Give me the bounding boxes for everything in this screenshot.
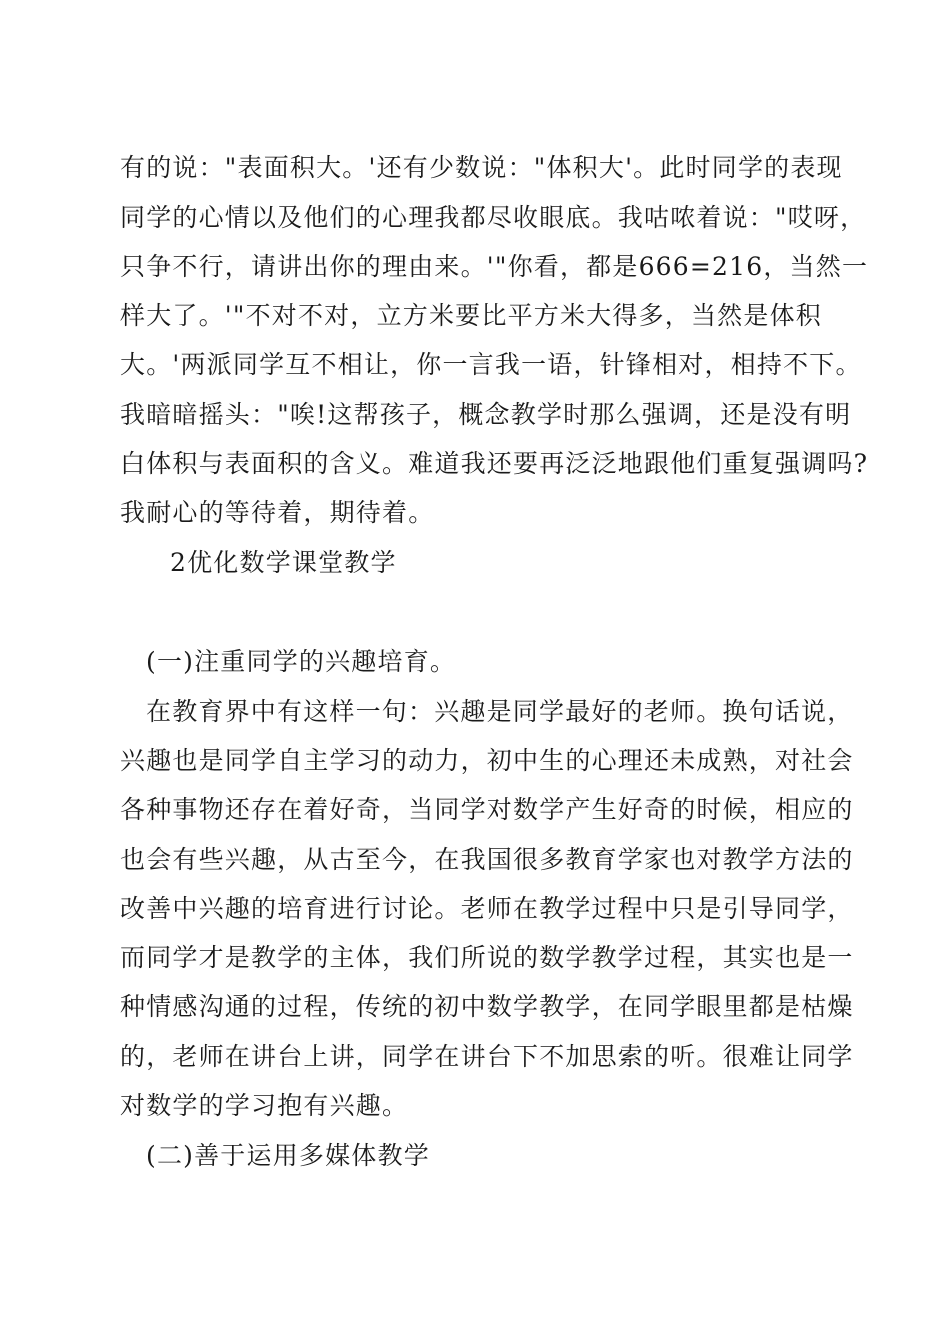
paragraph-line: 同学的心情以及他们的心理我都尽收眼底。我咕哝着说："哎呀， <box>120 203 867 232</box>
paragraph-line: 大。'两派同学互不相让，你一言我一语，针锋相对，相持不下。 <box>120 350 862 379</box>
paragraph-line: 种情感沟通的过程，传统的初中数学教学，在同学眼里都是枯燥 <box>120 992 854 1021</box>
paragraph-line: 我暗暗摇头："唉!这帮孩子，概念教学时那么强调，还是没有明 <box>120 400 852 429</box>
paragraph-line: 在教育界中有这样一句：兴趣是同学最好的老师。换句话说， <box>146 697 854 726</box>
paragraph-line: 而同学才是教学的主体，我们所说的数学教学过程，其实也是一 <box>120 943 854 972</box>
paragraph-line: 样大了。'"不对不对，立方米要比平方米大得多，当然是体积 <box>120 301 822 330</box>
paragraph-line: 白体积与表面积的含义。难道我还要再泛泛地跟他们重复强调吗? <box>120 449 869 478</box>
paragraph-line: 的，老师在讲台上讲，同学在讲台下不加思索的听。很难让同学 <box>120 1042 854 1071</box>
paragraph-line: 有的说："表面积大。'还有少数说："体积大'。此时同学的表现 <box>120 153 843 182</box>
paragraph-line: 只争不行，请讲出你的理由来。'"你看，都是666=216，当然一 <box>120 252 869 281</box>
subsection-heading: (一)注重同学的兴趣培育。 <box>146 647 457 676</box>
paragraph-line: 各种事物还存在着好奇，当同学对数学产生好奇的时候，相应的 <box>120 795 854 824</box>
paragraph-line: 也会有些兴趣，从古至今，在我国很多教育学家也对教学方法的 <box>120 845 854 874</box>
subsection-heading: (二)善于运用多媒体教学 <box>146 1141 430 1170</box>
paragraph-line: 我耐心的等待着，期待着。 <box>120 498 435 527</box>
paragraph-line: 对数学的学习抱有兴趣。 <box>120 1091 409 1120</box>
paragraph-line: 兴趣也是同学自主学习的动力，初中生的心理还未成熟，对社会 <box>120 746 854 775</box>
paragraph-line: 改善中兴趣的培育进行讨论。老师在教学过程中只是引导同学， <box>120 894 854 923</box>
section-heading: 2优化数学课堂教学 <box>170 548 397 577</box>
